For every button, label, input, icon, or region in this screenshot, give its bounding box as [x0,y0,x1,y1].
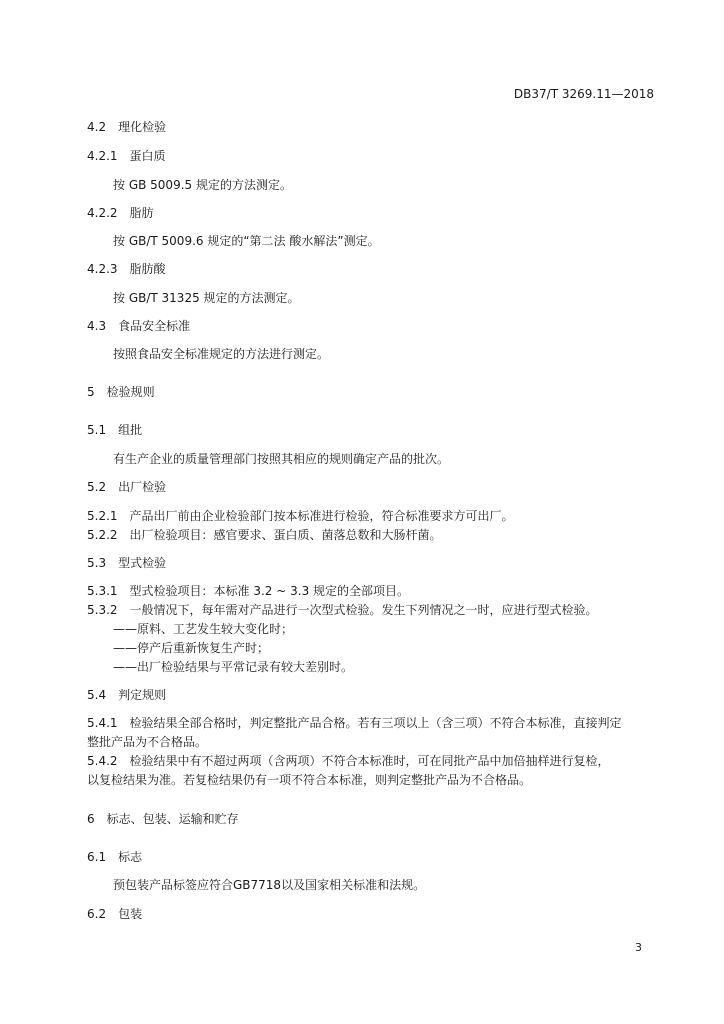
section-6-1-heading: 6.1 标志 [87,850,143,864]
page-number: 3 [635,941,642,954]
section-5-4-heading: 5.4 判定规则 [87,688,167,702]
section-5-1-text: 有生产企业的质量管理部门按照其相应的规则确定产品的批次。 [113,452,450,466]
section-4-3-text: 按照食品安全标准规定的方法进行测定。 [113,347,330,361]
section-5-1-heading: 5.1 组批 [87,423,143,437]
list-item: ——原料、工艺发生较大变化时； [113,622,294,636]
section-4-3-heading: 4.3 食品安全标准 [87,319,191,333]
list-item: ——停产后重新恢复生产时； [113,641,270,655]
section-5-3-1-text: 5.3.1 型式检验项目：本标准 3.2 ~ 3.3 规定的全部项目。 [87,584,410,598]
section-4-2-3-heading: 4.2.3 脂肪酸 [87,262,166,276]
section-6-2-heading: 6.2 包装 [87,907,143,921]
section-5-3-heading: 5.3 型式检验 [87,556,167,570]
section-6-1-text: 预包装产品标签应符合GB7718以及国家相关标准和法规。 [113,878,426,892]
section-5-4-1-text-cont: 整批产品为不合格品。 [87,735,208,749]
section-4-2-heading: 4.2 理化检验 [87,120,167,134]
standard-code-header: DB37/T 3269.11—2018 [513,87,654,101]
section-5-2-2-text: 5.2.2 出厂检验项目：感官要求、蛋白质、菌落总数和大肠杆菌。 [87,528,442,542]
section-5-4-1-text: 5.4.1 检验结果全部合格时，判定整批产品合格。若有三项以上（含三项）不符合本标准，直接判定 [87,716,622,730]
chapter-5-heading: 5 检验规则 [87,385,155,399]
section-4-2-3-text: 按 GB/T 31325 规定的方法测定。 [113,291,300,305]
chapter-6-heading: 6 标志、包装、运输和贮存 [87,812,239,826]
section-4-2-1-heading: 4.2.1 蛋白质 [87,149,166,163]
section-4-2-2-heading: 4.2.2 脂肪 [87,206,154,220]
section-4-2-2-text: 按 GB/T 5009.6 规定的“第二法 酸水解法”测定。 [113,234,380,248]
section-5-2-1-text: 5.2.1 产品出厂前由企业检验部门按本标准进行检验，符合标准要求方可出厂。 [87,509,514,523]
section-5-4-2-text: 5.4.2 检验结果中有不超过两项（含两项）不符合本标准时，可在同批产品中加倍抽样进行复检， [87,754,610,768]
section-5-3-2-text: 5.3.2 一般情况下，每年需对产品进行一次型式检验。发生下列情况之一时，应进行型式检验。 [87,603,598,617]
section-4-2-1-text: 按 GB 5009.5 规定的方法测定。 [113,178,292,192]
list-item: ——出厂检验结果与平常记录有较大差别时。 [113,660,354,674]
section-5-4-2-text-cont: 以复检结果为准。若复检结果仍有一项不符合本标准，则判定整批产品为不合格品。 [87,773,532,787]
section-5-2-heading: 5.2 出厂检验 [87,480,167,494]
